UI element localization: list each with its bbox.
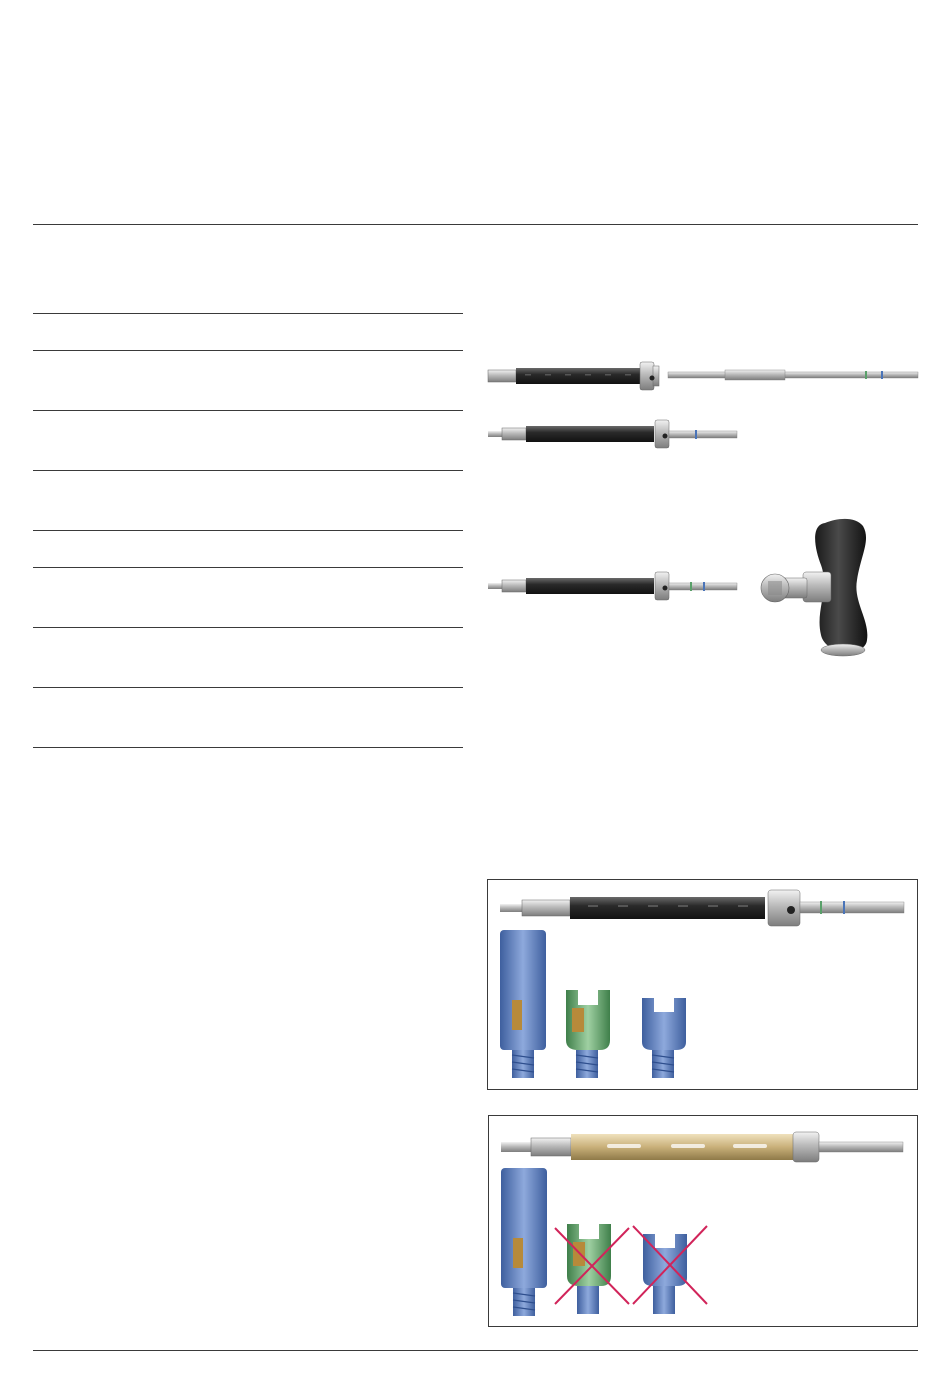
green-screw-head-icon: [566, 990, 610, 1078]
short-blue-screw-head-icon: [642, 998, 686, 1078]
compatible-screwdriver-icon: [500, 890, 904, 926]
table-rule: [33, 687, 463, 688]
table-rule: [33, 627, 463, 628]
table-rule: [33, 567, 463, 568]
screwdriver-with-quick-coupling-icon: [488, 572, 737, 600]
long-blue-screw-head-icon: [500, 930, 546, 1078]
table-rule: [33, 530, 463, 531]
header-divider: [33, 224, 918, 225]
t-handle-icon: [761, 519, 867, 656]
instrument-illustrations: [485, 340, 920, 660]
short-blue-screw-head-icon: [643, 1234, 687, 1314]
footer-divider: [33, 1350, 918, 1351]
incompatible-screw-heads-panel: [488, 1115, 918, 1327]
table-rule: [33, 410, 463, 411]
table-rule: [33, 350, 463, 351]
table-rule: [33, 470, 463, 471]
table-rule: [33, 747, 463, 748]
compatible-screw-heads-panel: [487, 879, 918, 1090]
incompatible-screwdriver-icon: [501, 1132, 903, 1162]
screwdriver-shaft-with-extension-icon: [488, 362, 918, 390]
short-screwdriver-icon: [488, 420, 737, 448]
long-blue-screw-head-icon: [501, 1168, 547, 1316]
table-rule: [33, 313, 463, 314]
